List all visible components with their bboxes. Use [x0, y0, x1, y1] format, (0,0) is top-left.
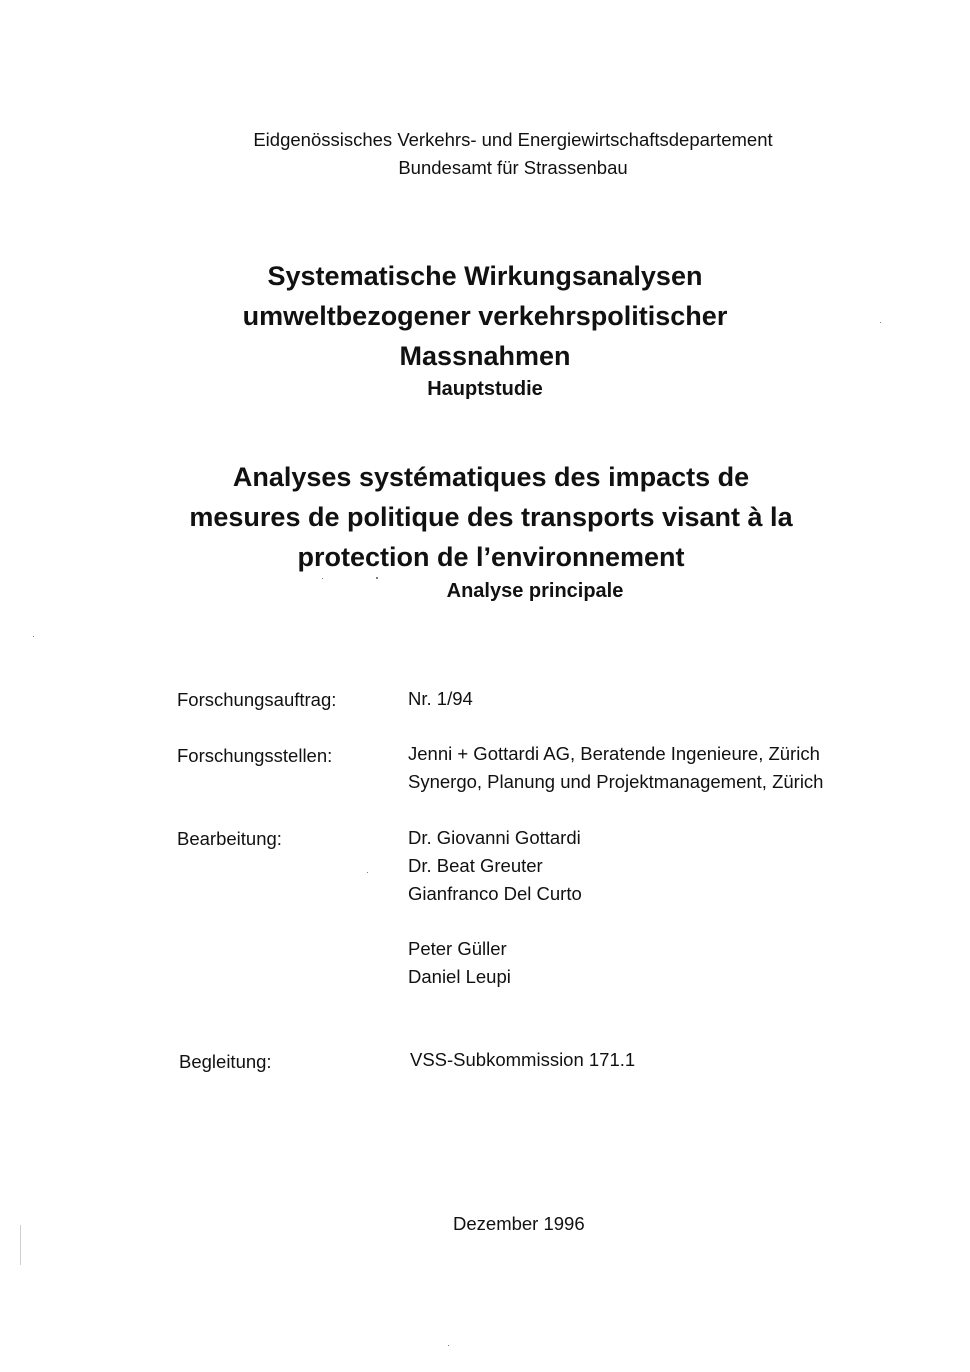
scan-speck — [448, 1345, 449, 1346]
german-title-line-3: Massnahmen — [399, 341, 571, 371]
german-title-line-1: Systematische Wirkungsanalysen — [267, 261, 703, 291]
office-name: Bundesamt für Strassenbau — [398, 157, 628, 178]
editor-name: Dr. Giovanni Gottardi — [408, 827, 581, 848]
editors-label: Bearbeitung: — [177, 828, 282, 849]
french-subtitle: Analyse principale — [446, 580, 624, 602]
document-header — [28, 126, 970, 182]
research-institutions-label: Forschungsstellen: — [177, 745, 333, 766]
scan-artifact-line — [20, 1225, 21, 1265]
editor-name: Dr. Beat Greuter — [408, 855, 543, 876]
publication-date: Dezember 1996 — [453, 1213, 585, 1234]
department-name: Eidgenössisches Verkehrs- und Energiewirtschaftsdepartement — [253, 129, 773, 150]
french-title-line-3: protection de l’environnement — [297, 542, 685, 572]
scan-speck — [880, 322, 881, 323]
editor-name: Peter Güller — [408, 938, 507, 959]
french-title-line-1: Analyses systématiques des impacts de — [232, 462, 750, 492]
research-institution: Jenni + Gottardi AG, Beratende Ingenieure, Zürich — [408, 743, 820, 764]
german-subtitle: Hauptstudie — [427, 378, 543, 400]
scan-speck — [367, 872, 368, 873]
editors-list — [408, 824, 582, 908]
german-title-line-2: umweltbezogener verkehrspolitischer — [242, 301, 728, 331]
supervision-value: VSS-Subkommission 171.1 — [410, 1049, 636, 1070]
scan-speck — [33, 636, 34, 637]
supervision-label: Begleitung: — [179, 1051, 272, 1072]
research-institutions-list — [408, 740, 823, 796]
german-title — [0, 256, 970, 376]
research-order-label: Forschungsauftrag: — [177, 689, 337, 710]
french-title — [6, 457, 970, 577]
editor-name: Daniel Leupi — [408, 966, 511, 987]
french-title-line-2: mesures de politique des transports visant à la — [189, 502, 793, 532]
editors-list-2 — [408, 935, 511, 991]
scan-speck — [376, 577, 378, 579]
research-institution: Synergo, Planung und Projektmanagement, Zürich — [408, 771, 824, 792]
scan-speck — [322, 578, 323, 579]
editor-name: Gianfranco Del Curto — [408, 883, 582, 904]
research-order-value: Nr. 1/94 — [408, 688, 473, 709]
